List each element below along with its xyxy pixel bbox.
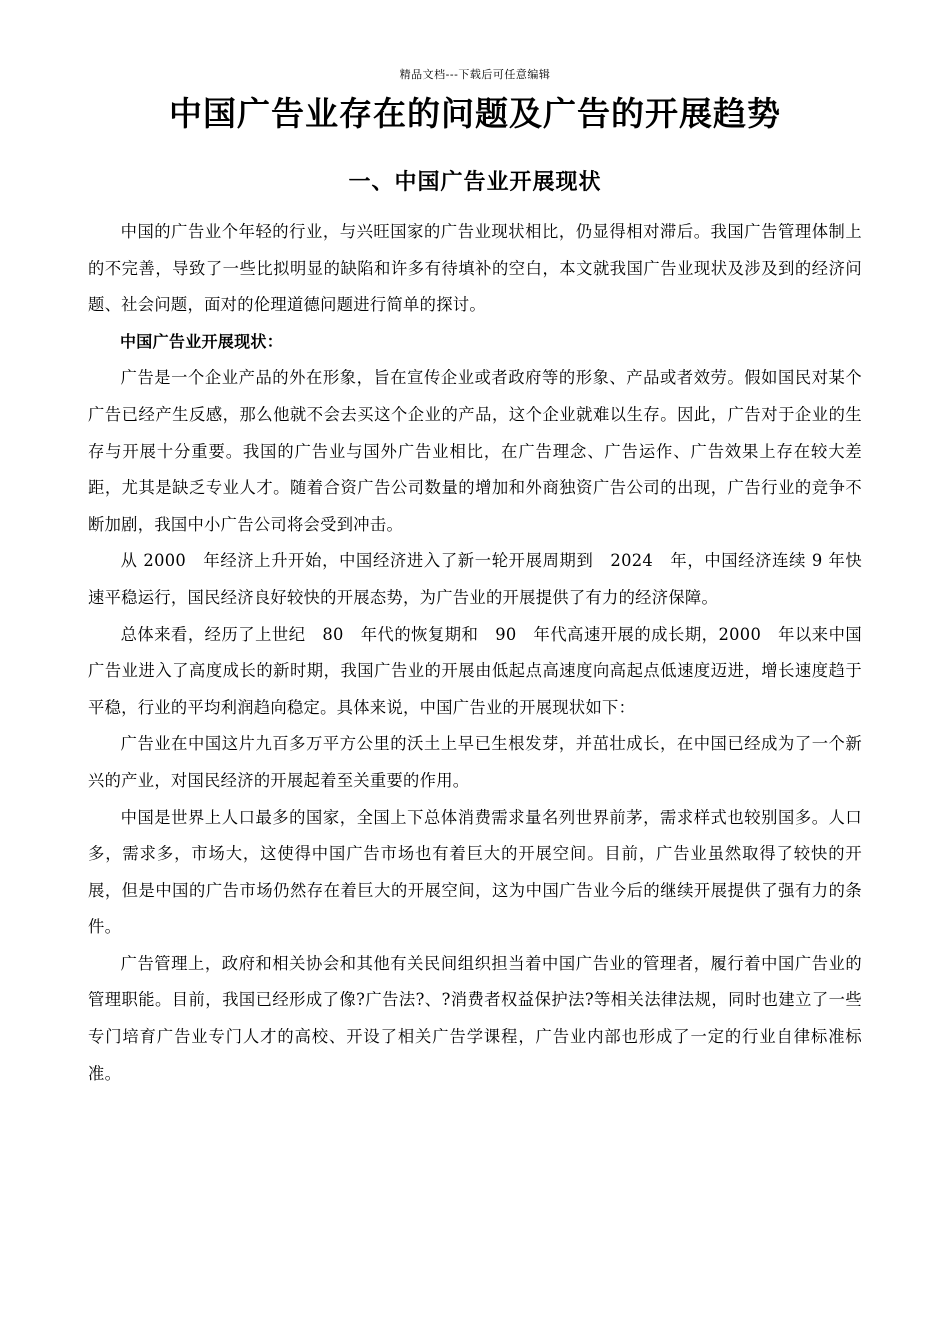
- paragraph-advertising-image: 广告是一个企业产品的外在形象，旨在宣传企业或者政府等的形象、产品或者效劳。假如国民对某个广告已经产生反感，那么他就不会去买这个企业的产品，这个企业就难以生存。因此，广告对于企业的生存与开展十分重要。我国的广告业与国外广告业相比，在广告理念、广告运作、广告效果上存在较大差距，尤其是缺乏专业人才。随着合资广告公司数量的增加和外商独资广告公司的出现，广告行业的竞争不断加剧，我国中小广告公司将会受到冲击。: [88, 368, 862, 534]
- subheading-status: 中国广告业开展现状：: [120, 331, 284, 351]
- paragraph-overall-development: 总体来看，经历了上世纪 80 年代的恢复期和 90 年代高速开展的成长期，2000 年以来中国广告业进入了高度成长的新时期，我国广告业的开展由低起点高速度向高起点低速度迈进，增长速度趋于平稳，行业的平均利润趋向稳定。具体来说，中国广告业的开展现状如下：: [88, 624, 862, 717]
- section-heading: 一、中国广告业开展现状: [348, 170, 602, 195]
- paragraph-emerging-industry: 广告业在中国这片九百多万平方公里的沃土上早已生根发芽，并茁壮成长，在中国已经成为了一个新兴的产业，对国民经济的开展起着至关重要的作用。: [88, 734, 862, 790]
- paragraph-population-market: 中国是世界上人口最多的国家，全国上下总体消费需求量名列世界前茅，需求样式也较别国多。人口多，需求多，市场大，这使得中国广告市场也有着巨大的开展空间。目前，广告业虽然取得了较快的开展，但是中国的广告市场仍然存在着巨大的开展空间，这为中国广告业今后的继续开展提供了强有力的条件。: [88, 807, 862, 937]
- header-note: 精品文档---下载后可任意编辑: [399, 68, 551, 81]
- paragraph-management: 广告管理上，政府和相关协会和其他有关民间组织担当着中国广告业的管理者，履行着中国广告业的管理职能。目前，我国已经形成了像?广告法?、?消费者权益保护法?等相关法律法规，同时也建立了一些专门培育广告业专门人才的高校、开设了相关广告学课程，广告业内部也形成了一定的行业自律标准标准。: [88, 953, 862, 1083]
- paragraph-economic-growth: 从 2000 年经济上升开始，中国经济进入了新一轮开展周期到 2024 年，中国经济连续 9 年快速平稳运行，国民经济良好较快的开展态势，为广告业的开展提供了有力的经济保障。: [88, 551, 862, 607]
- paragraph-intro: 中国的广告业个年轻的行业，与兴旺国家的广告业现状相比，仍显得相对滞后。我国广告管理体制上的不完善，导致了一些比拟明显的缺陷和许多有待填补的空白，本文就我国广告业现状及涉及到的经济问题、社会问题，面对的伦理道德问题进行简单的探讨。: [88, 222, 862, 315]
- document-title: 中国广告业存在的问题及广告的开展趋势: [169, 94, 781, 133]
- body-text: [88, 214, 862, 1092]
